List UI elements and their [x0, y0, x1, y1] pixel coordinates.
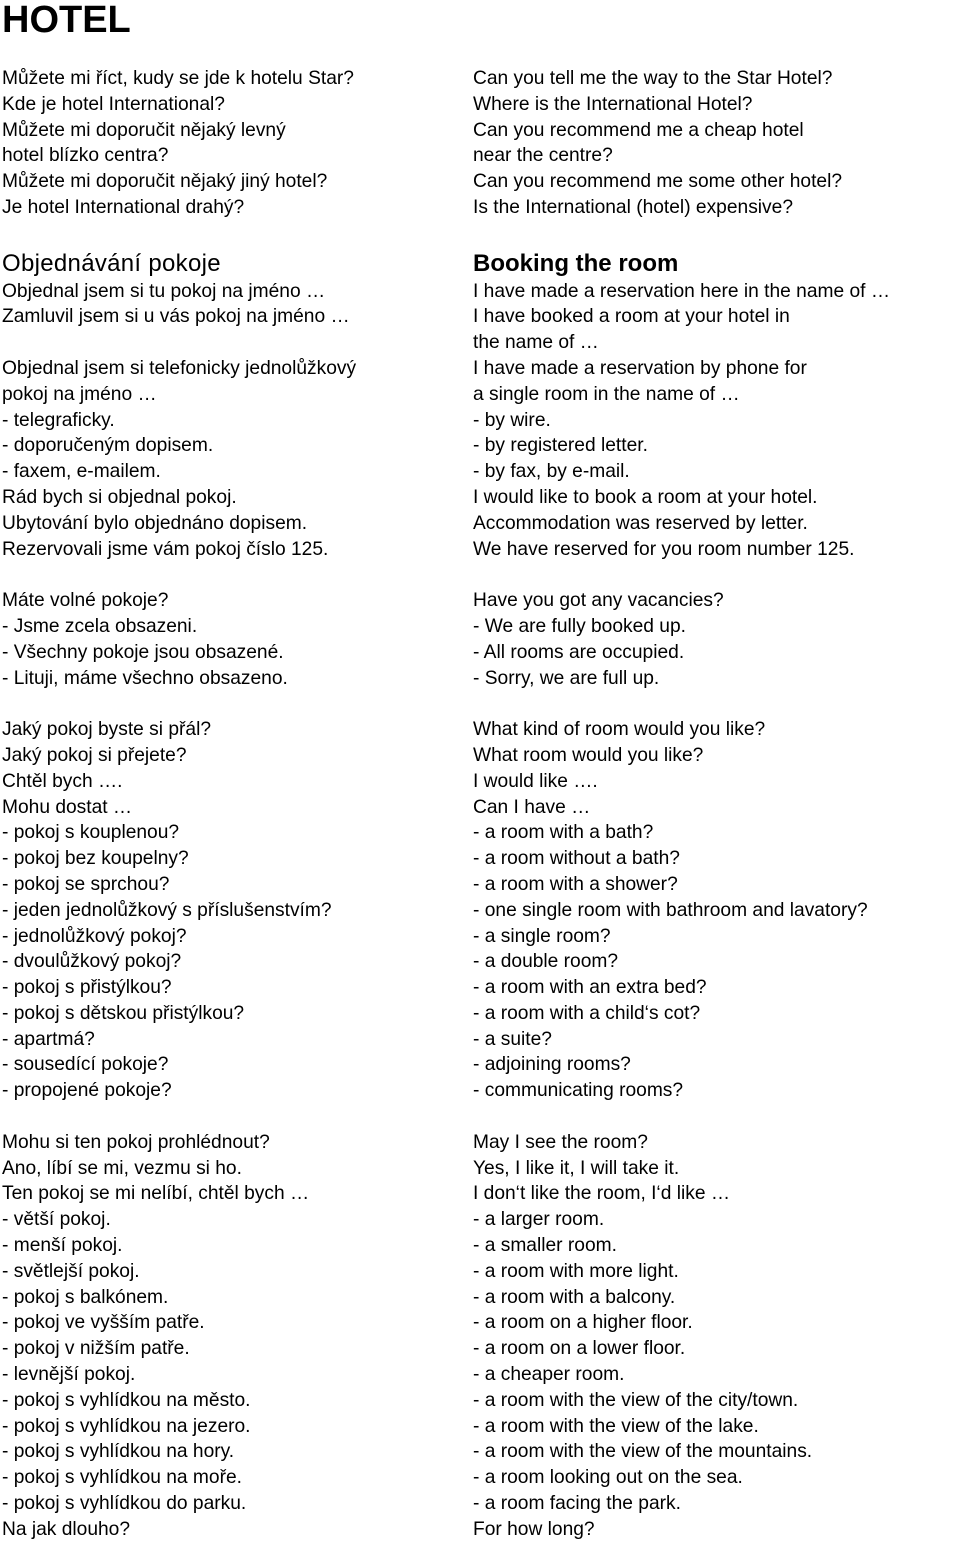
phrase-row: [0, 92, 960, 118]
phrase-row: [0, 898, 960, 924]
english-phrase: Can I have …: [473, 796, 591, 818]
english-phrase: Can you tell me the way to the Star Hotel?: [473, 68, 833, 89]
czech-phrase: - Všechny pokoje jsou obsazené.: [2, 641, 284, 663]
phrase-row: [0, 1130, 960, 1156]
czech-phrase: Zamluvil jsem si u vás pokoj na jméno …: [2, 306, 350, 328]
phrase-row: [0, 408, 960, 434]
english-phrase: Have you got any vacancies?: [473, 590, 724, 612]
english-phrase: Can you recommend me some other hotel?: [473, 171, 843, 193]
english-phrase: We have reserved for you room number 125.: [473, 538, 855, 560]
english-phrase: I have made a reservation by phone for: [473, 357, 807, 379]
phrase-row: [0, 537, 960, 563]
english-phrase: - adjoining rooms?: [473, 1054, 631, 1076]
czech-phrase: - pokoj s vyhlídkou na město.: [2, 1389, 251, 1411]
phrase-row: [0, 743, 960, 769]
phrase-row: [0, 872, 960, 898]
czech-phrase: Objednal jsem si telefonicky jednolůžkový: [2, 357, 357, 379]
czech-phrase: - pokoj s vyhlídkou na jezero.: [2, 1415, 251, 1437]
phrase-row: [0, 1285, 960, 1311]
czech-phrase: - jednolůžkový pokoj?: [2, 925, 187, 947]
section-heading-czech: Objednávání pokoje: [2, 249, 221, 277]
czech-phrase: Ano, líbí se mi, vezmu si ho.: [2, 1157, 242, 1179]
phrase-row: [0, 975, 960, 1001]
english-phrase: I would like to book a room at your hotel.: [473, 486, 818, 508]
phrase-row: [0, 640, 960, 666]
phrase-row: [0, 1207, 960, 1233]
phrase-row: [0, 924, 960, 950]
phrase-row: [0, 1078, 960, 1104]
english-phrase: May I see the room?: [473, 1131, 648, 1153]
phrase-row: [0, 588, 960, 614]
document-title: HOTEL: [2, 0, 131, 41]
phrase-row: [0, 279, 960, 305]
czech-phrase: Objednal jsem si tu pokoj na jméno …: [2, 280, 326, 302]
phrase-row: [0, 1414, 960, 1440]
english-phrase: - a room looking out on the sea.: [473, 1467, 743, 1489]
english-phrase: Yes, I like it, I will take it.: [473, 1157, 680, 1179]
czech-phrase: Jaký pokoj byste si přál?: [2, 719, 212, 741]
czech-phrase: - pokoj s balkónem.: [2, 1286, 169, 1308]
english-phrase: - a double room?: [473, 951, 619, 973]
czech-phrase: - propojené pokoje?: [2, 1080, 172, 1102]
english-phrase: I have booked a room at your hotel in: [473, 306, 790, 328]
english-phrase: Accommodation was reserved by letter.: [473, 512, 808, 534]
czech-phrase: - faxem, e-mailem.: [2, 461, 161, 483]
english-phrase: - a smaller room.: [473, 1235, 617, 1257]
blank-line: [0, 562, 960, 588]
czech-phrase: - Lituji, máme všechno obsazeno.: [2, 667, 288, 689]
phrase-row: [0, 433, 960, 459]
phrase-row: [0, 1439, 960, 1465]
czech-phrase: - pokoj s vyhlídkou do parku.: [2, 1493, 247, 1515]
english-phrase: - a single room?: [473, 925, 611, 947]
phrase-row: [0, 382, 960, 408]
english-phrase: - All rooms are occupied.: [473, 641, 685, 663]
english-phrase: a single room in the name of …: [473, 383, 740, 405]
phrase-row: [0, 1362, 960, 1388]
czech-phrase: Rád bych si objednal pokoj.: [2, 486, 237, 508]
czech-phrase: - pokoj s přistýlkou?: [2, 977, 172, 999]
czech-phrase: - světlejší pokoj.: [2, 1260, 140, 1282]
phrase-row: [0, 820, 960, 846]
phrase-row: [0, 1027, 960, 1053]
english-phrase: - one single room with bathroom and lavatory?: [473, 899, 868, 921]
phrase-row: [0, 769, 960, 795]
english-phrase: - a suite?: [473, 1028, 552, 1050]
czech-phrase: - dvoulůžkový pokoj?: [2, 951, 182, 973]
czech-phrase: - sousedící pokoje?: [2, 1054, 169, 1076]
phrase-row: [0, 143, 960, 169]
czech-phrase: Můžete mi doporučit nějaký levný: [2, 119, 286, 141]
phrase-row: [0, 1465, 960, 1491]
phrase-row: [0, 511, 960, 537]
czech-phrase: - pokoj s vyhlídkou na hory.: [2, 1441, 235, 1463]
phrase-row: [0, 1233, 960, 1259]
phrase-row: [0, 485, 960, 511]
phrase-row: [0, 1388, 960, 1414]
phrase-row: [0, 169, 960, 195]
phrase-row: [0, 195, 960, 221]
czech-phrase: - pokoj se sprchou?: [2, 873, 170, 895]
phrase-row: [0, 1336, 960, 1362]
english-phrase: Can you recommend me a cheap hotel: [473, 119, 804, 141]
czech-phrase: - menší pokoj.: [2, 1235, 123, 1257]
english-phrase: - a room with the view of the mountains.: [473, 1441, 813, 1463]
english-phrase: - by fax, by e-mail.: [473, 461, 630, 483]
phrase-row: [0, 1259, 960, 1285]
czech-phrase: - Jsme zcela obsazeni.: [2, 615, 198, 637]
english-phrase: - We are fully booked up.: [473, 615, 686, 637]
english-phrase: - a room with more light.: [473, 1260, 679, 1282]
english-phrase: - Sorry, we are full up.: [473, 667, 660, 689]
czech-phrase: - apartmá?: [2, 1028, 95, 1050]
english-phrase: For how long?: [473, 1518, 595, 1540]
phrase-row: [0, 1001, 960, 1027]
czech-phrase: - větší pokoj.: [2, 1209, 111, 1231]
phrase-row: [0, 666, 960, 692]
czech-phrase: Chtěl bych ….: [2, 770, 123, 792]
czech-phrase: Je hotel International drahý?: [2, 196, 245, 218]
phrase-row: [0, 1517, 960, 1543]
english-phrase: Is the International (hotel) expensive?: [473, 196, 793, 218]
czech-phrase: - pokoj ve vyšším patře.: [2, 1312, 205, 1334]
blank-line: [0, 691, 960, 717]
czech-phrase: Jaký pokoj si přejete?: [2, 744, 187, 766]
english-phrase: - a room facing the park.: [473, 1493, 681, 1515]
czech-phrase: Mohu dostat …: [2, 796, 133, 818]
czech-phrase: hotel blízko centra?: [2, 145, 169, 167]
czech-phrase: Máte volné pokoje?: [2, 590, 169, 612]
english-phrase: - a room with an extra bed?: [473, 977, 707, 999]
phrase-row: [0, 949, 960, 975]
english-phrase: - a room on a lower floor.: [473, 1338, 686, 1360]
phrase-row: [0, 614, 960, 640]
phrase-row: [0, 304, 960, 330]
english-phrase: I would like ….: [473, 770, 598, 792]
english-phrase: - a room on a higher floor.: [473, 1312, 693, 1334]
phrase-row: [0, 1181, 960, 1207]
english-phrase: - a room with the view of the city/town.: [473, 1389, 799, 1411]
blank-line: [0, 221, 960, 247]
czech-phrase: - jeden jednolůžkový s příslušenstvím?: [2, 899, 332, 921]
czech-phrase: - levnější pokoj.: [2, 1364, 136, 1386]
english-phrase: - communicating rooms?: [473, 1080, 684, 1102]
czech-phrase: - pokoj v nižším patře.: [2, 1338, 190, 1360]
phrase-row: [0, 846, 960, 872]
phrase-row: [0, 330, 960, 356]
english-phrase: - by wire.: [473, 409, 551, 431]
czech-phrase: Na jak dlouho?: [2, 1518, 131, 1540]
czech-phrase: Mohu si ten pokoj prohlédnout?: [2, 1131, 270, 1153]
phrase-row: [0, 795, 960, 821]
czech-phrase: - pokoj s dětskou přistýlkou?: [2, 1002, 245, 1024]
phrase-row: [0, 1156, 960, 1182]
phrase-row: [0, 717, 960, 743]
english-phrase: - a room with a bath?: [473, 822, 654, 844]
english-phrase: - a cheaper room.: [473, 1364, 625, 1386]
phrase-row: [0, 1310, 960, 1336]
english-phrase: the name of …: [473, 332, 599, 354]
phrase-row: [0, 459, 960, 485]
english-phrase: - a larger room.: [473, 1209, 605, 1231]
czech-phrase: - pokoj bez koupelny?: [2, 848, 189, 870]
phrase-list: [0, 66, 960, 1543]
english-phrase: - a room with the view of the lake.: [473, 1415, 759, 1437]
czech-phrase: Můžete mi doporučit nějaký jiný hotel?: [2, 171, 328, 193]
english-phrase: - by registered letter.: [473, 435, 648, 457]
phrase-row: [0, 356, 960, 382]
phrase-row: [0, 1052, 960, 1078]
english-phrase: - a room with a balcony.: [473, 1286, 676, 1308]
section-heading-english: Booking the room: [473, 249, 679, 277]
english-phrase: Where is the International Hotel?: [473, 93, 753, 115]
english-phrase: - a room without a bath?: [473, 848, 680, 870]
czech-phrase: Ubytování bylo objednáno dopisem.: [2, 512, 308, 534]
blank-line: [0, 1104, 960, 1130]
czech-phrase: pokoj na jméno …: [2, 383, 157, 405]
czech-phrase: - doporučeným dopisem.: [2, 435, 214, 457]
english-phrase: I don‘t like the room, I‘d like …: [473, 1183, 731, 1205]
phrase-row: [0, 1491, 960, 1517]
czech-phrase: Kde je hotel International?: [2, 93, 225, 115]
english-phrase: What room would you like?: [473, 744, 704, 766]
czech-phrase: Rezervovali jsme vám pokoj číslo 125.: [2, 538, 329, 560]
english-phrase: - a room with a child‘s cot?: [473, 1002, 701, 1024]
phrase-row: [0, 118, 960, 144]
czech-phrase: Ten pokoj se mi nelíbí, chtěl bych …: [2, 1183, 310, 1205]
english-phrase: What kind of room would you like?: [473, 719, 766, 741]
czech-phrase: Můžete mi říct, kudy se jde k hotelu Star?: [2, 68, 354, 89]
czech-phrase: - telegraficky.: [2, 409, 115, 431]
english-phrase: - a room with a shower?: [473, 873, 678, 895]
czech-phrase: - pokoj s kouplenou?: [2, 822, 180, 844]
section-heading-row: [0, 248, 960, 279]
english-phrase: I have made a reservation here in the name of …: [473, 280, 891, 302]
english-phrase: near the centre?: [473, 145, 613, 167]
czech-phrase: - pokoj s vyhlídkou na moře.: [2, 1467, 242, 1489]
phrase-row: [0, 66, 960, 92]
